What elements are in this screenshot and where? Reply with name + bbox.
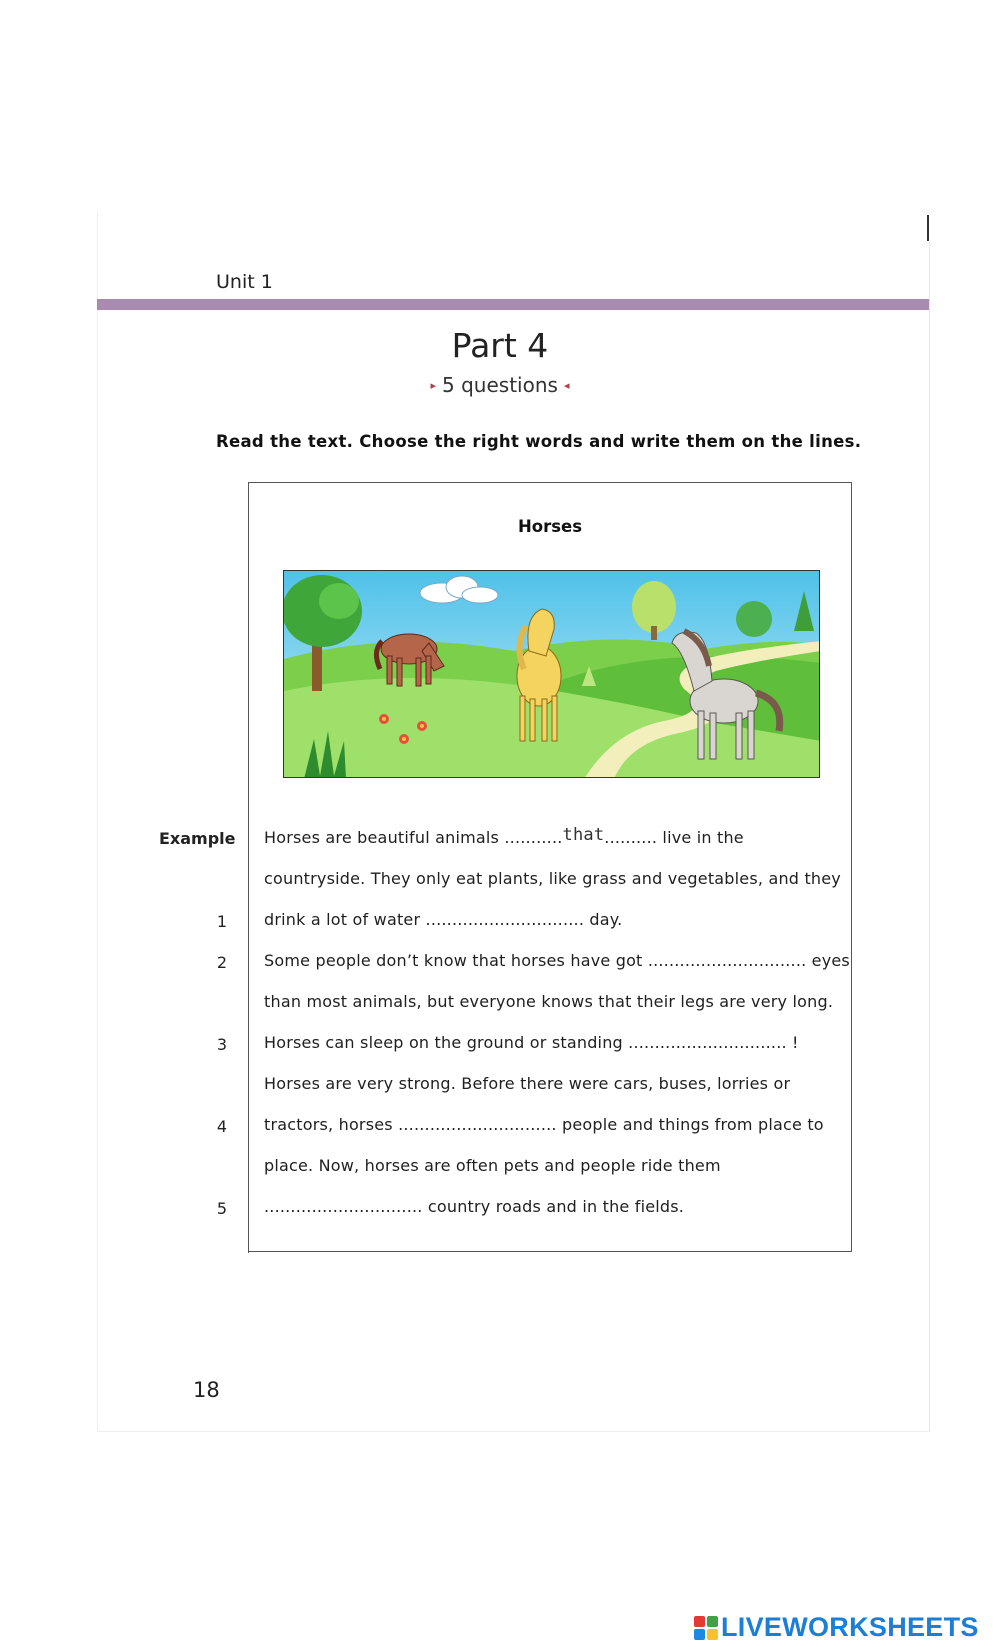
logo-square xyxy=(694,1616,705,1627)
text-divider xyxy=(248,805,249,1253)
story-line: Horses can sleep on the ground or standing .............................. ! xyxy=(264,1033,799,1052)
story-line-example xyxy=(264,825,744,848)
question-number: 3 xyxy=(216,1035,228,1054)
arrow-left-icon: ◂ xyxy=(563,379,570,392)
story-line: drink a lot of water .............................. day. xyxy=(264,910,623,929)
story-line: .............................. country roads and in the fields. xyxy=(264,1197,685,1216)
page-edge-line xyxy=(929,241,930,1431)
story-title: Horses xyxy=(517,517,583,536)
example-answer: that xyxy=(562,825,605,845)
story-line: countryside. They only eat plants, like grass and vegetables, and they xyxy=(264,869,841,888)
example-pre: Horses are beautiful animals ........... xyxy=(264,828,563,847)
story-line: than most animals, but everyone knows that their legs are very long. xyxy=(264,992,834,1011)
story-line: place. Now, horses are often pets and people ride them xyxy=(264,1156,721,1175)
part-title: Part 4 xyxy=(451,326,549,365)
example-label: Example xyxy=(159,829,236,848)
header-band xyxy=(97,299,929,310)
questions-label: 5 questions xyxy=(442,373,558,397)
example-post: .......... live in the xyxy=(604,828,744,847)
question-number: 5 xyxy=(216,1199,228,1218)
logo-square xyxy=(707,1616,718,1627)
questions-count xyxy=(0,373,1000,397)
question-number: 4 xyxy=(216,1117,228,1136)
horses-illustration xyxy=(283,570,820,778)
unit-label: Unit 1 xyxy=(216,271,273,293)
story-line: Some people don’t know that horses have got .............................. eyes xyxy=(264,951,850,970)
liveworksheets-icon xyxy=(694,1616,718,1640)
logo-square xyxy=(707,1629,718,1640)
brand-logo[interactable] xyxy=(694,1612,979,1643)
page-number: 18 xyxy=(193,1378,220,1402)
question-number: 2 xyxy=(216,953,228,972)
arrow-right-icon: ▸ xyxy=(430,379,437,392)
question-number: 1 xyxy=(216,912,228,931)
page-edge-mark xyxy=(927,215,929,241)
logo-square xyxy=(694,1629,705,1640)
story-line: tractors, horses .............................. people and things from place to xyxy=(264,1115,824,1134)
story-line: Horses are very strong. Before there were cars, buses, lorries or xyxy=(264,1074,791,1093)
brand-name: LIVEWORKSHEETS xyxy=(721,1612,979,1642)
instruction-text: Read the text. Choose the right words and write them on the lines. xyxy=(216,432,862,451)
